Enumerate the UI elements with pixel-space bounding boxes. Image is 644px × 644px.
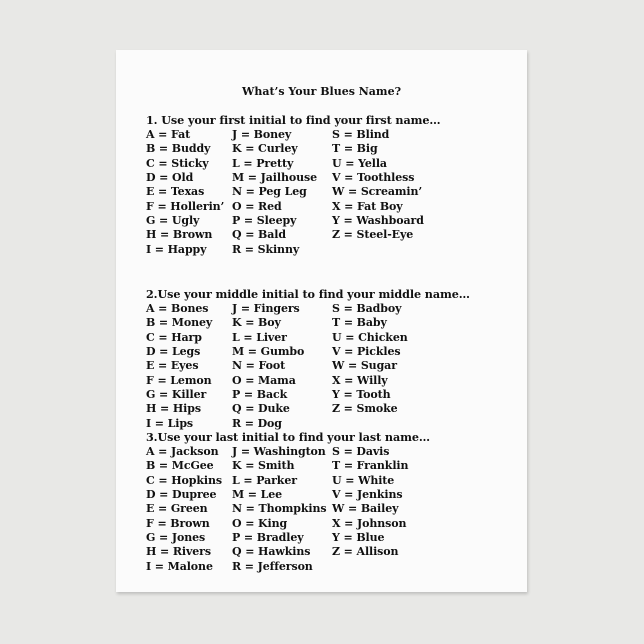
list-item: N = Foot [232, 359, 286, 373]
section-last-name [146, 430, 526, 575]
list-item: Z = Smoke [332, 402, 398, 416]
list-item: Q = Duke [232, 402, 290, 416]
list-item: A = Bones [146, 302, 209, 315]
list-item: R = Dog [232, 416, 282, 430]
list-item: E = Eyes [146, 359, 199, 373]
list-item: K = Curley [232, 142, 298, 156]
list-item: D = Legs [146, 345, 201, 359]
list-item: H = Hips [146, 402, 201, 416]
column-j-r [232, 302, 304, 431]
list-item: Z = Allison [332, 545, 399, 559]
list-item: M = Lee [232, 488, 283, 502]
column-j-r [232, 445, 326, 574]
list-item: J = Washington [232, 445, 326, 458]
list-item: B = McGee [146, 459, 214, 473]
list-item: Y = Washboard [332, 214, 424, 228]
list-item: L = Liver [232, 330, 287, 344]
list-item: D = Old [146, 171, 194, 185]
list-item: M = Gumbo [232, 345, 305, 359]
list-item: S = Davis [332, 445, 390, 458]
section-middle-name [146, 287, 526, 432]
name-table [146, 445, 526, 575]
list-item: P = Bradley [232, 531, 304, 545]
list-item: V = Jenkins [332, 488, 403, 502]
list-item: Z = Steel-Eye [332, 228, 414, 242]
list-item: B = Buddy [146, 142, 211, 156]
list-item: K = Boy [232, 316, 281, 330]
list-item: X = Johnson [332, 516, 407, 530]
name-table [146, 128, 526, 258]
list-item: E = Green [146, 502, 208, 516]
list-item: S = Blind [332, 128, 390, 141]
list-item: O = King [232, 516, 288, 530]
section-header: 3.Use your last initial to find your last name… [146, 430, 430, 444]
list-item: X = Fat Boy [332, 199, 403, 213]
list-item: V = Pickles [332, 345, 401, 359]
list-item: W = Screamin’ [332, 185, 423, 199]
list-item: F = Brown [146, 516, 210, 530]
list-item: Y = Blue [332, 531, 385, 545]
column-s-z [332, 128, 424, 243]
section-header: 1. Use your first initial to find your first name… [146, 113, 441, 127]
list-item: Y = Tooth [332, 388, 391, 402]
list-item: L = Pretty [232, 156, 294, 170]
column-a-i [146, 302, 212, 431]
list-item: C = Harp [146, 330, 202, 344]
column-j-r [232, 128, 317, 257]
column-a-i [146, 445, 222, 574]
list-item: P = Sleepy [232, 214, 297, 228]
list-item: R = Jefferson [232, 559, 313, 573]
list-item: Q = Bald [232, 228, 286, 242]
list-item: G = Jones [146, 531, 206, 545]
list-item: A = Jackson [146, 445, 219, 458]
list-item: P = Back [232, 388, 288, 402]
section-header: 2.Use your middle initial to find your middle name… [146, 287, 470, 301]
list-item: R = Skinny [232, 242, 300, 256]
list-item: H = Brown [146, 228, 213, 242]
page-title: What’s Your Blues Name? [241, 85, 402, 98]
list-item: D = Dupree [146, 488, 217, 502]
list-item: E = Texas [146, 185, 205, 199]
list-item: T = Franklin [332, 459, 409, 473]
list-item: U = White [332, 473, 395, 487]
list-item: N = Peg Leg [232, 185, 307, 199]
list-item: M = Jailhouse [232, 171, 317, 185]
list-item: J = Fingers [232, 302, 300, 315]
list-item: I = Lips [146, 416, 194, 430]
list-item: H = Rivers [146, 545, 211, 559]
column-s-z [332, 445, 408, 560]
list-item: C = Sticky [146, 156, 209, 170]
list-item: L = Parker [232, 473, 297, 487]
list-item: N = Thompkins [232, 502, 327, 516]
column-a-i [146, 128, 224, 257]
column-s-z [332, 302, 408, 417]
list-item: U = Chicken [332, 330, 408, 344]
list-item: T = Big [332, 142, 378, 156]
list-item: F = Hollerin’ [146, 199, 225, 213]
list-item: G = Killer [146, 388, 207, 402]
list-item: T = Baby [332, 316, 387, 330]
list-item: O = Red [232, 199, 282, 213]
list-item: F = Lemon [146, 373, 212, 387]
list-item: C = Hopkins [146, 473, 222, 487]
section-first-name [146, 113, 526, 258]
list-item: O = Mama [232, 373, 296, 387]
list-item: J = Boney [232, 128, 292, 141]
list-item: Q = Hawkins [232, 545, 311, 559]
list-item: I = Happy [146, 242, 207, 256]
list-item: A = Fat [146, 128, 191, 141]
name-table [146, 302, 526, 432]
list-item: I = Malone [146, 559, 213, 573]
list-item: W = Bailey [332, 502, 399, 516]
list-item: S = Badboy [332, 302, 402, 315]
list-item: B = Money [146, 316, 213, 330]
list-item: K = Smith [232, 459, 295, 473]
list-item: W = Sugar [332, 359, 397, 373]
list-item: V = Toothless [332, 171, 415, 185]
list-item: G = Ugly [146, 214, 200, 228]
list-item: X = Willy [332, 373, 388, 387]
list-item: U = Yella [332, 156, 387, 170]
postcard [116, 50, 527, 592]
